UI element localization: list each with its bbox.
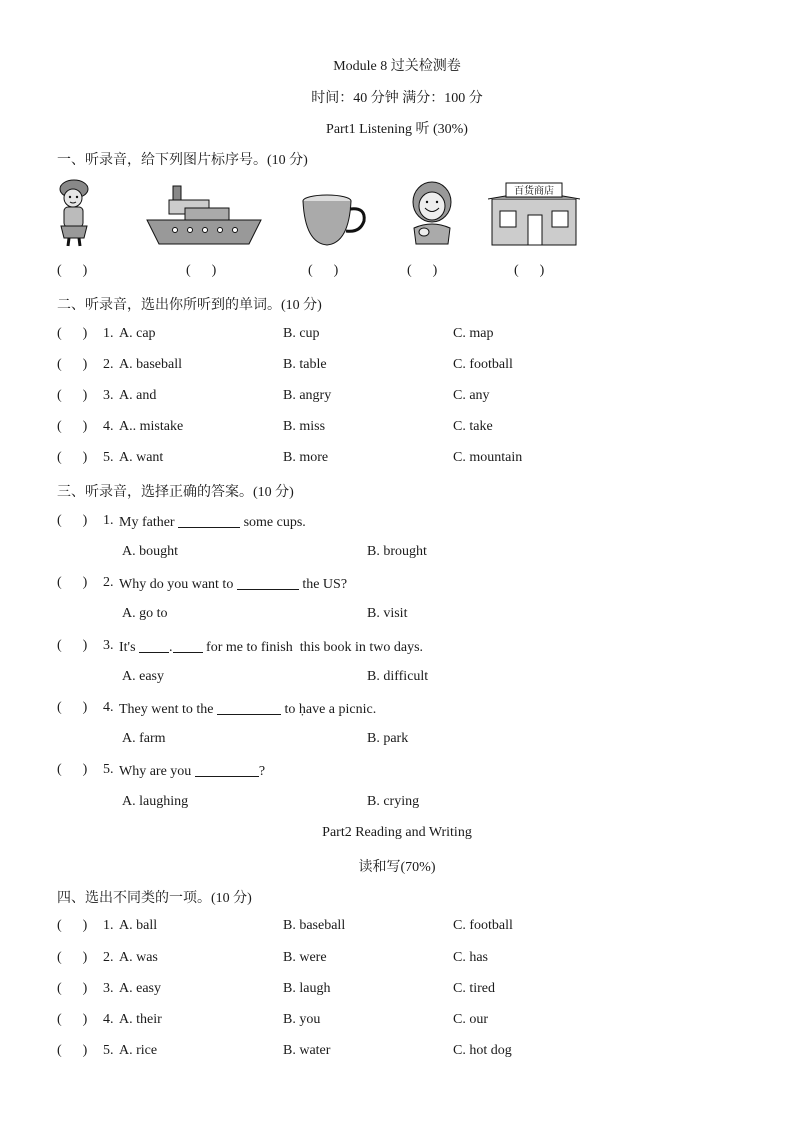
section4-row [57, 981, 757, 1001]
store-picture [488, 181, 580, 247]
ship-picture [145, 184, 263, 248]
answer-paren-4[interactable]: ( ) [407, 263, 438, 278]
section4-row [57, 950, 757, 970]
option-b: B. water [283, 1043, 331, 1058]
option-a: A. rice [119, 1043, 158, 1058]
section3-question [57, 762, 757, 782]
question-text: for me to finish this book in two days. [202, 640, 424, 655]
part2-subtitle: 读和写(70%) [358, 860, 436, 875]
section1-heading: 一、听录音，给下列图片标序号。(10 分) [57, 153, 308, 168]
answer-paren[interactable]: ( ) [57, 762, 88, 777]
section2-row [57, 388, 757, 408]
question-number: 5. [103, 1043, 114, 1058]
section4-row [57, 1043, 757, 1063]
section3-options [57, 544, 757, 564]
section3-heading: 三、听录音，选择正确的答案。(10 分) [57, 485, 294, 500]
question-number: 5. [103, 762, 114, 777]
option-c: C. map [453, 326, 494, 341]
section2-row [57, 450, 757, 470]
store-sign: 百货商店 [514, 186, 554, 197]
question-number: 5. [103, 450, 114, 465]
option-b: B. miss [283, 419, 326, 434]
option-a: A. and [119, 388, 157, 403]
option-b: B. difficult [367, 669, 429, 684]
answer-paren[interactable]: ( ) [57, 700, 88, 715]
question-number: 4. [103, 700, 114, 715]
fill-blank[interactable] [237, 575, 299, 590]
option-b: B. laugh [283, 981, 331, 996]
answer-paren[interactable]: ( ) [57, 326, 88, 341]
question-text: . [169, 640, 173, 655]
option-a: A.. mistake [119, 419, 184, 434]
section3-options [57, 669, 757, 689]
option-b: B. table [283, 357, 327, 372]
answer-paren-1[interactable]: ( ) [57, 263, 88, 278]
option-c: C. mountain [453, 450, 523, 465]
option-c: C. any [453, 388, 490, 403]
fill-blank[interactable] [178, 513, 240, 528]
option-b: B. cup [283, 326, 320, 341]
option-c: C. football [453, 918, 513, 933]
question-number: 2. [103, 575, 114, 590]
option-b: B. crying [367, 794, 420, 809]
option-a: A. cap [119, 326, 156, 341]
page-title: Module 8 过关检测卷 [333, 59, 461, 74]
section2-row [57, 419, 757, 439]
question-text: some cups. [240, 515, 306, 530]
option-b: B. you [283, 1012, 321, 1027]
question-text: ? [258, 764, 266, 779]
answer-paren-5[interactable]: ( ) [514, 263, 545, 278]
option-b: B. park [367, 731, 409, 746]
option-c: C. hot dog [453, 1043, 512, 1058]
option-b: B. brought [367, 544, 427, 559]
option-b: B. visit [367, 606, 408, 621]
answer-paren[interactable]: ( ) [57, 388, 88, 403]
option-a: A. easy [119, 981, 161, 996]
part1-title: Part1 Listening 听 (30%) [326, 122, 468, 137]
option-a: A. was [119, 950, 158, 965]
option-a: A. bought [122, 544, 178, 559]
question-text: Why are you [119, 764, 195, 779]
section3-options [57, 731, 757, 751]
question-number: 4. [103, 419, 114, 434]
fill-blank[interactable] [217, 700, 281, 715]
option-a: A. farm [122, 731, 166, 746]
fill-blank[interactable] [139, 638, 169, 653]
question-text: the US? [298, 577, 348, 592]
section2-heading: 二、听录音，选出你所听到的单词。(10 分) [57, 298, 322, 313]
question-text: They went to the [119, 702, 217, 717]
option-a: A. their [119, 1012, 162, 1027]
answer-paren[interactable]: ( ) [57, 918, 88, 933]
section3-options [57, 606, 757, 626]
option-c: C. take [453, 419, 493, 434]
option-a: A. baseball [119, 357, 182, 372]
section3-question [57, 513, 757, 533]
answer-paren[interactable]: ( ) [57, 1012, 88, 1027]
section3-question [57, 638, 757, 658]
section2-row [57, 326, 757, 346]
section4-row [57, 1012, 757, 1032]
section3-question [57, 700, 757, 720]
answer-paren[interactable]: ( ) [57, 513, 88, 528]
answer-paren[interactable]: ( ) [57, 950, 88, 965]
option-a: A. go to [122, 606, 168, 621]
section4-row [57, 918, 757, 938]
answer-paren[interactable]: ( ) [57, 1043, 88, 1058]
exam-time-info: 时间：40 分钟 满分：100 分 [311, 91, 483, 106]
question-number: 2. [103, 950, 114, 965]
fill-blank[interactable] [195, 762, 259, 777]
answer-paren[interactable]: ( ) [57, 981, 88, 996]
section2-row [57, 357, 757, 377]
option-a: A. ball [119, 918, 158, 933]
cup-picture [300, 193, 370, 249]
question-text: My father [119, 515, 179, 530]
question-number: 4. [103, 1012, 114, 1027]
answer-paren[interactable]: ( ) [57, 357, 88, 372]
answer-paren-2[interactable]: ( ) [186, 263, 217, 278]
option-c: C. tired [453, 981, 495, 996]
option-b: B. more [283, 450, 329, 465]
question-text: to ḥave a picnic. [280, 702, 377, 717]
answer-paren[interactable]: ( ) [57, 419, 88, 434]
smiling-girl-picture [408, 180, 460, 246]
question-text: It's [119, 640, 140, 655]
option-b: B. angry [283, 388, 332, 403]
option-b: B. baseball [283, 918, 346, 933]
fill-blank[interactable] [173, 638, 203, 653]
question-number: 3. [103, 981, 114, 996]
option-a: A. laughing [122, 794, 189, 809]
section3-question [57, 575, 757, 595]
question-number: 1. [103, 513, 114, 528]
girl-picture [53, 176, 95, 248]
option-c: C. has [453, 950, 488, 965]
question-number: 1. [103, 326, 114, 341]
option-b: B. were [283, 950, 327, 965]
question-text: Why do you want to [119, 577, 237, 592]
answer-paren[interactable]: ( ) [57, 575, 88, 590]
answer-paren-3[interactable]: ( ) [308, 263, 339, 278]
answer-paren[interactable]: ( ) [57, 450, 88, 465]
option-a: A. want [119, 450, 164, 465]
question-number: 3. [103, 388, 114, 403]
section4-heading: 四、选出不同类的一项。(10 分) [57, 891, 252, 906]
answer-paren[interactable]: ( ) [57, 638, 88, 653]
part2-title: Part2 Reading and Writing [322, 825, 472, 840]
option-c: C. our [453, 1012, 488, 1027]
section3-options [57, 794, 757, 814]
question-number: 1. [103, 918, 114, 933]
question-number: 2. [103, 357, 114, 372]
option-a: A. easy [122, 669, 164, 684]
option-c: C. football [453, 357, 513, 372]
question-number: 3. [103, 638, 114, 653]
